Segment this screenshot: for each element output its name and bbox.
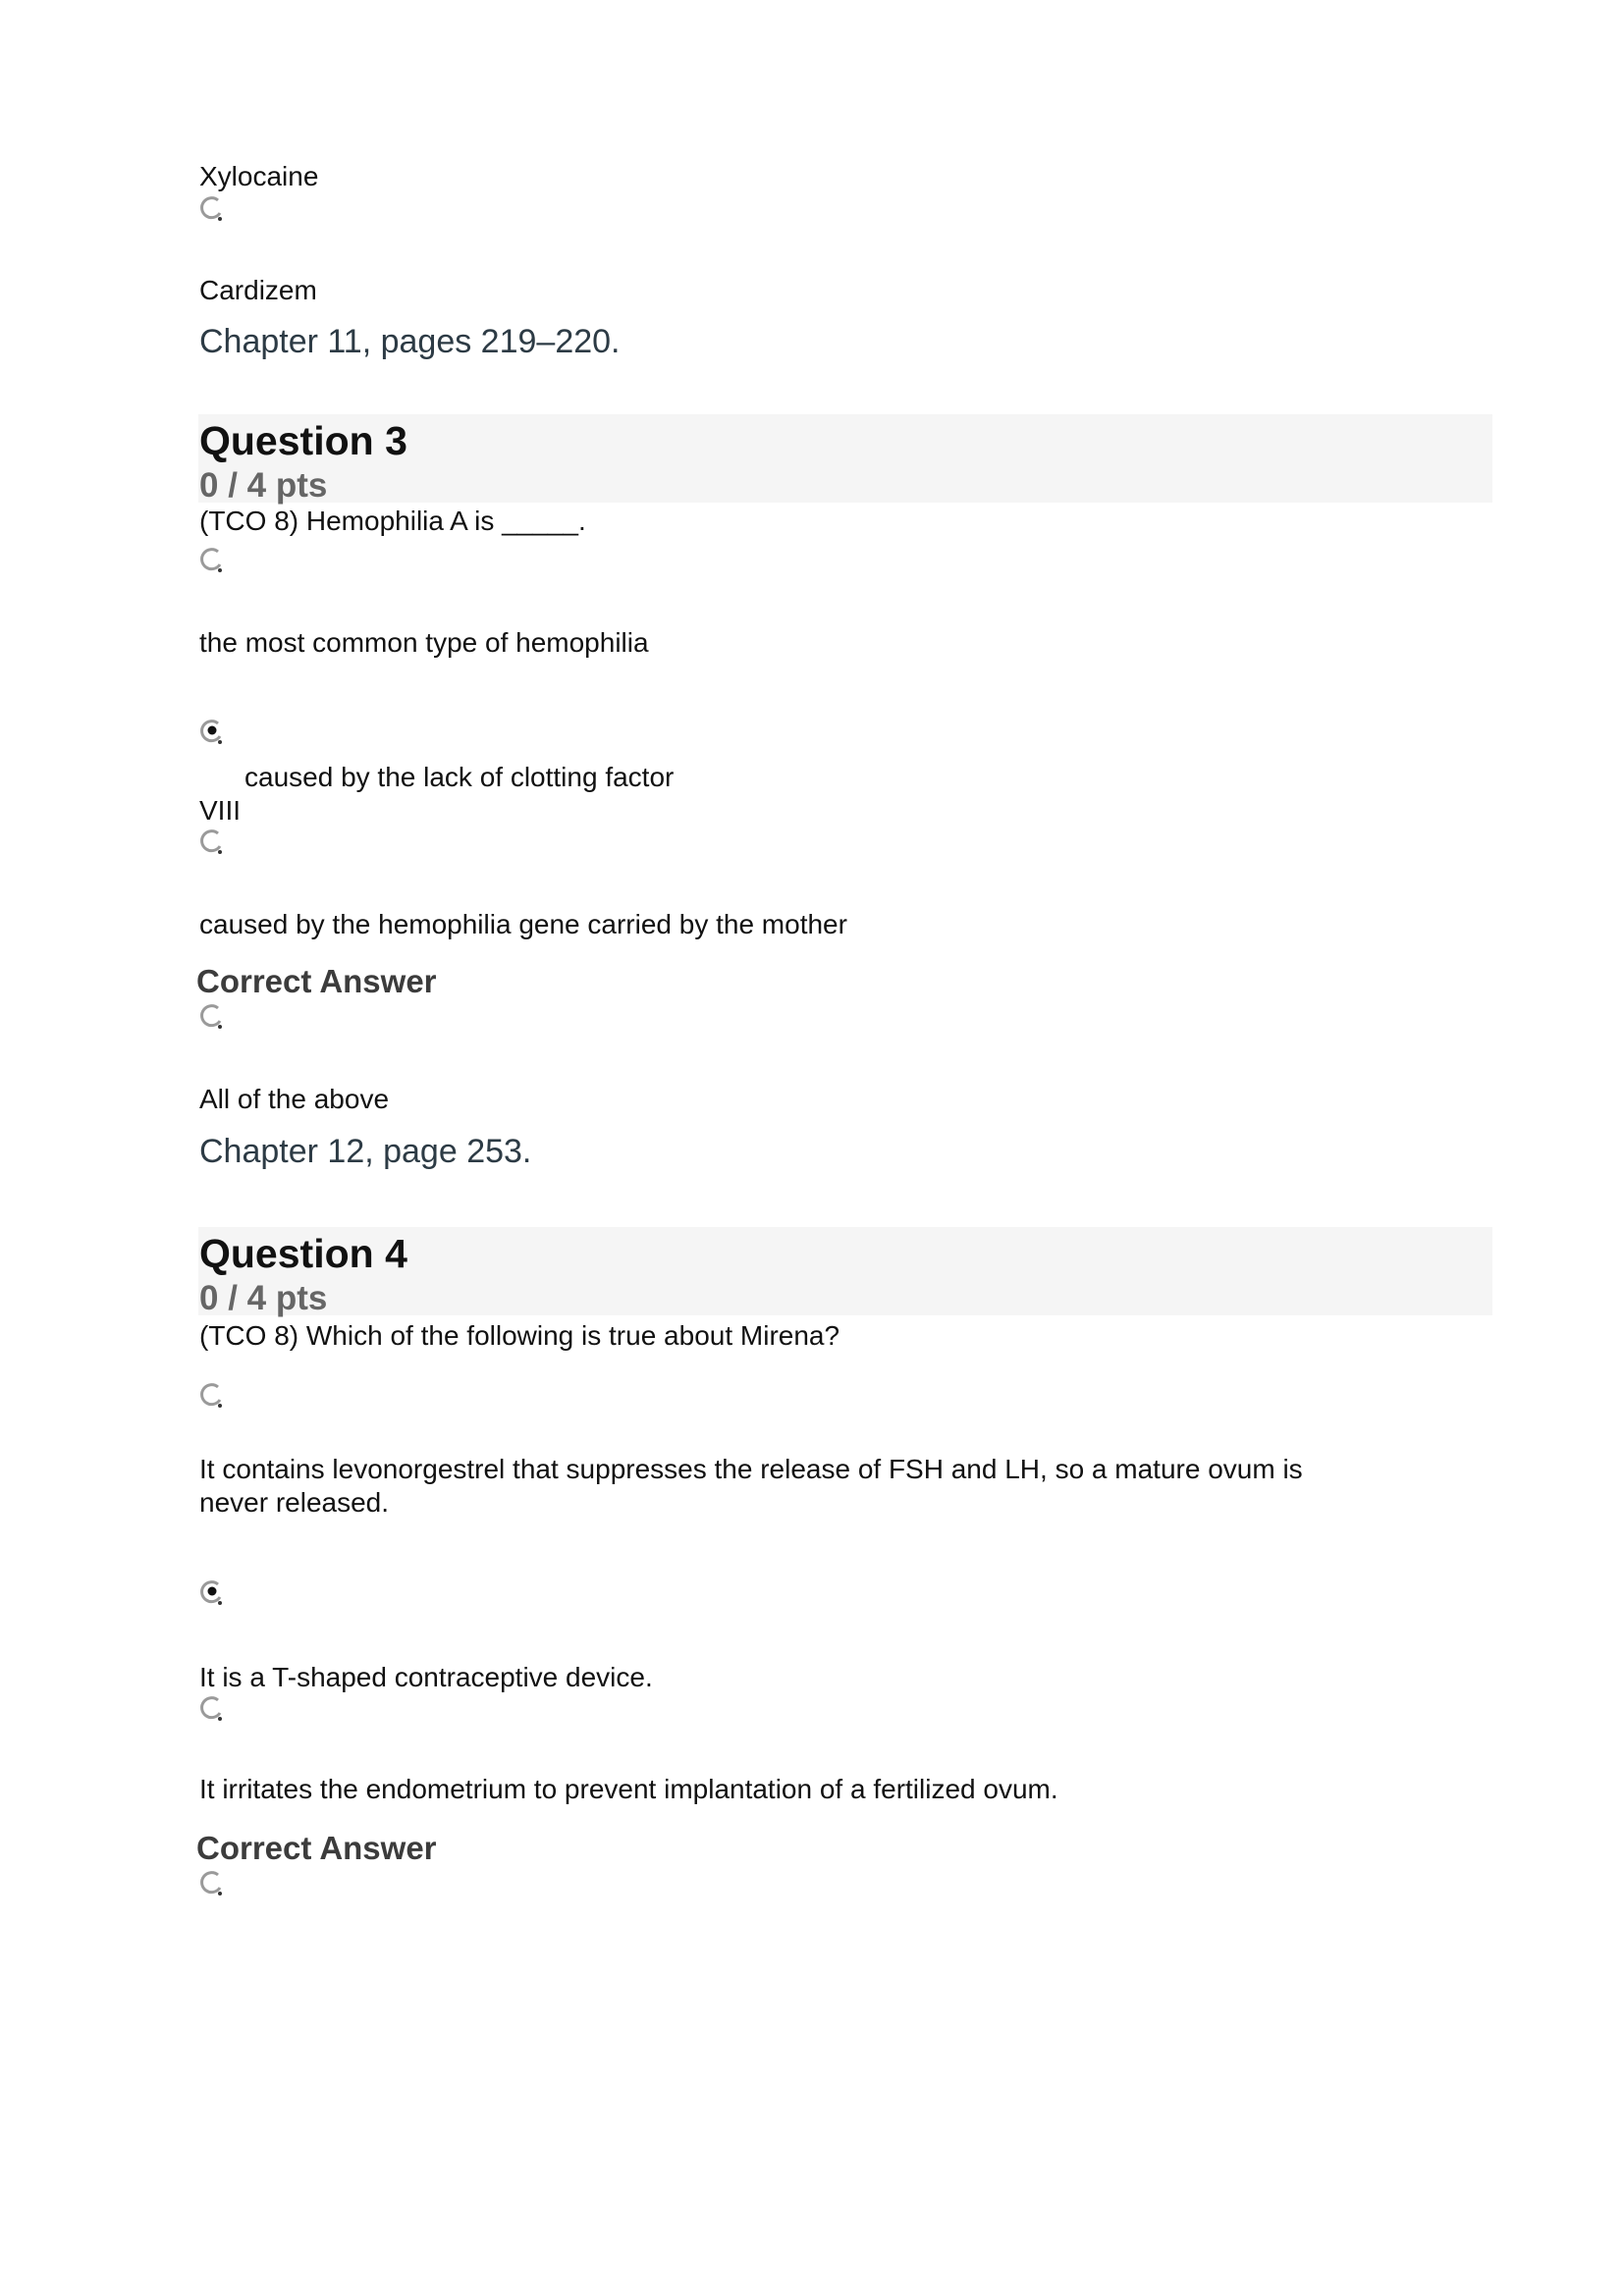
- option-label: It irritates the endometrium to prevent implantation of a fertilized ovum.: [199, 1774, 1058, 1804]
- option-label: the most common type of hemophilia: [199, 627, 649, 658]
- question-prompt: (TCO 8) Hemophilia A is _____.: [199, 506, 586, 536]
- radio-unselected-icon[interactable]: [199, 828, 225, 857]
- question-title: Question 3: [199, 418, 407, 463]
- chapter-reference: Chapter 12, page 253.: [199, 1133, 532, 1170]
- option-label: It is a T-shaped contraceptive device.: [199, 1662, 653, 1692]
- option-label: caused by the hemophilia gene carried by the mother: [199, 909, 847, 939]
- option-label: Xylocaine: [199, 161, 319, 191]
- radio-unselected-icon[interactable]: [199, 1002, 225, 1032]
- correct-answer-label: Correct Answer: [196, 1830, 437, 1866]
- option-label-continued: VIII: [199, 795, 242, 826]
- radio-unselected-icon[interactable]: [199, 1694, 225, 1724]
- question-prompt: (TCO 8) Which of the following is true about Mirena?: [199, 1320, 840, 1351]
- radio-selected-icon[interactable]: [199, 1578, 225, 1608]
- option-label: Cardizem: [199, 275, 317, 305]
- radio-unselected-icon[interactable]: [199, 546, 225, 575]
- question-points: 0 / 4 pts: [199, 1279, 328, 1317]
- question-points: 0 / 4 pts: [199, 466, 328, 505]
- question-title: Question 4: [199, 1231, 407, 1276]
- option-label: caused by the lack of clotting factor: [244, 762, 675, 792]
- radio-unselected-icon[interactable]: [199, 1381, 225, 1411]
- radio-unselected-icon[interactable]: [199, 194, 225, 224]
- option-label-continued: never released.: [199, 1487, 390, 1518]
- chapter-reference: Chapter 11, pages 219–220.: [199, 323, 621, 360]
- radio-selected-icon[interactable]: [199, 718, 225, 747]
- radio-unselected-icon[interactable]: [199, 1869, 225, 1898]
- option-label: All of the above: [199, 1084, 390, 1114]
- option-label: It contains levonorgestrel that suppresses the release of FSH and LH, so a mature ovum is: [199, 1454, 1303, 1484]
- correct-answer-label: Correct Answer: [196, 963, 437, 999]
